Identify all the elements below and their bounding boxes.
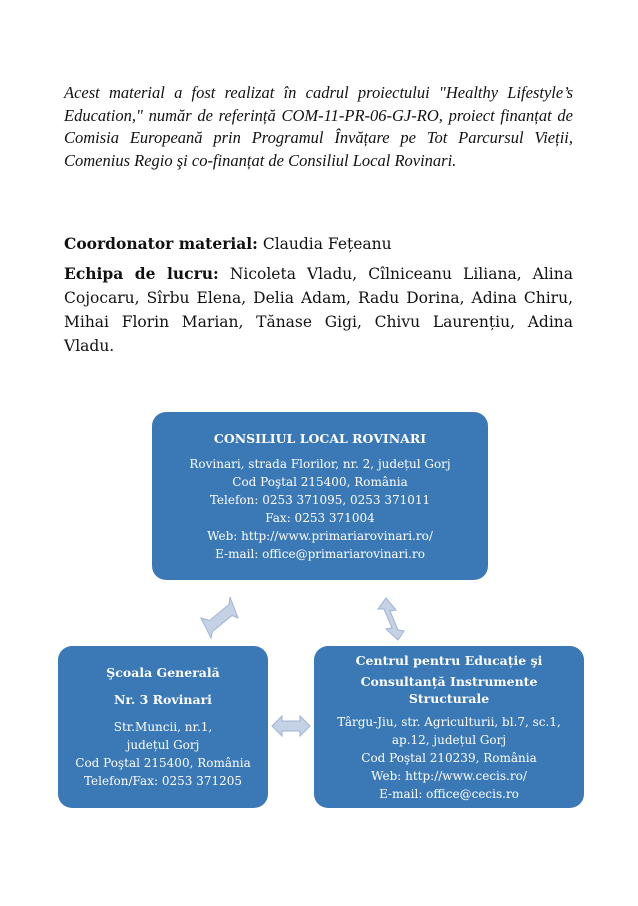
team-label: Echipa de lucru: (64, 264, 219, 283)
council-web: Web: http://www.primariarovinari.ro/ (207, 528, 433, 543)
school-county: județul Gorj (126, 738, 200, 752)
center-postal-code: Cod Poştal 210239, România (361, 750, 537, 765)
school-phone-fax: Telefon/Fax: 0253 371205 (83, 774, 242, 788)
school-postal-code: Cod Poştal 215400, România (75, 756, 251, 770)
school-title-line2: Nr. 3 Rovinari (114, 692, 212, 707)
team-members: Nicoleta Vladu, Cîlniceanu Liliana, Alina Cojocaru, Sîrbu Elena, Delia Adam, Radu Dorina, Adina Chiru, Mihai Florin Marian, Tănase Gigi, Chivu Laurențiu, Adina Vladu. (64, 265, 573, 355)
arrow-council-center-group (378, 598, 404, 640)
center-email: E-mail: office@cecis.ro (379, 786, 519, 801)
council-address: Rovinari, strada Florilor, nr. 2, județul Gorj (189, 456, 451, 471)
school-title-line1: Şcoala Generală (106, 665, 220, 680)
school-box (58, 646, 268, 808)
funding-statement: Acest material a fost realizat în cadrul proiectului "Healthy Lifestyle’s Education," număr de referință COM-11-PR-06-GJ-RO, proiect finanțat de Comisia Europeană prin Programul Învățare pe Tot Parcursul Vieții, Comenius Regio şi co-finanțat de Consiliul Local Rovinari. (64, 83, 573, 170)
arrow-school-center-group (272, 716, 310, 736)
arrow-school-center-shape (272, 716, 310, 736)
school-street: Str.Muncii, nr.1, (113, 720, 213, 734)
arrow-council-school-shape (201, 597, 238, 638)
center-title-line2: Consultanță Instrumente Structurale (360, 673, 538, 706)
council-title: CONSILIUL LOCAL ROVINARI (213, 430, 427, 446)
center-title-line1: Centrul pentru Educație şi (355, 652, 543, 668)
council-fax: Fax: 0253 371004 (265, 510, 375, 525)
arrow-council-school-group (201, 597, 238, 638)
council-box (152, 412, 488, 580)
coordinator-name: Claudia Fețeanu (262, 235, 392, 253)
center-web: Web: http://www.cecis.ro/ (371, 768, 527, 783)
arrow-council-center-shape (378, 598, 404, 640)
center-box (314, 646, 584, 808)
council-phone: Telefon: 0253 371095, 0253 371011 (209, 492, 431, 507)
center-apartment: ap.12, județul Gorj (391, 732, 507, 747)
council-postal-code: Cod Poştal 215400, România (232, 474, 408, 489)
council-email: E-mail: office@primariarovinari.ro (215, 546, 425, 561)
coordinator-label: Coordonator material: (64, 234, 258, 253)
center-street: Târgu-Jiu, str. Agriculturii, bl.7, sc.1, (337, 714, 561, 729)
